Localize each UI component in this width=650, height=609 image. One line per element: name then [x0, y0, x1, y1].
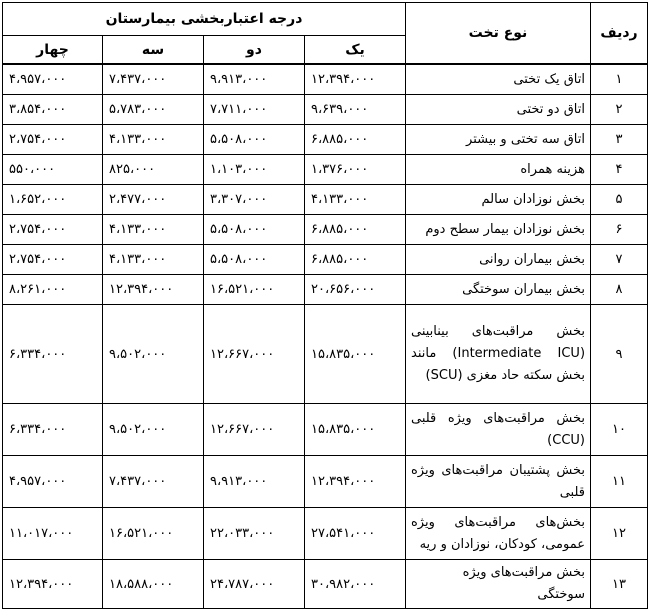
cell-grade-3: ۱۶،۵۲۱،۰۰۰	[103, 508, 204, 560]
cell-grade-1: ۹،۶۳۹،۰۰۰	[305, 95, 406, 125]
cell-grade-2: ۱،۱۰۳،۰۰۰	[204, 155, 305, 185]
cell-grade-4: ۴،۹۵۷،۰۰۰	[3, 456, 103, 508]
cell-grade-3: ۵،۷۸۳،۰۰۰	[103, 95, 204, 125]
table-row	[3, 215, 648, 245]
cell-grade-3: ۹،۵۰۲،۰۰۰	[103, 404, 204, 456]
table-row	[3, 508, 648, 560]
cell-grade-3: ۱۲،۳۹۴،۰۰۰	[103, 275, 204, 305]
table-row	[3, 456, 648, 508]
header-grade-2: دو	[204, 36, 305, 65]
header-index: ردیف	[591, 3, 648, 65]
row-index: ۱۲	[591, 508, 648, 560]
table-row	[3, 560, 648, 609]
table-row	[3, 305, 648, 404]
cell-grade-1: ۲۷،۵۴۱،۰۰۰	[305, 508, 406, 560]
cell-grade-2: ۲۴،۷۸۷،۰۰۰	[204, 560, 305, 609]
row-index: ۶	[591, 215, 648, 245]
cell-grade-3: ۸۲۵،۰۰۰	[103, 155, 204, 185]
header-grade-3: سه	[103, 36, 204, 65]
cell-grade-3: ۱۸،۵۸۸،۰۰۰	[103, 560, 204, 609]
cell-grade-2: ۱۶،۵۲۱،۰۰۰	[204, 275, 305, 305]
cell-grade-2: ۵،۵۰۸،۰۰۰	[204, 125, 305, 155]
cell-grade-2: ۳،۳۰۷،۰۰۰	[204, 185, 305, 215]
table-row	[3, 185, 648, 215]
cell-grade-1: ۶،۸۸۵،۰۰۰	[305, 125, 406, 155]
row-bed-type: هزینه همراه	[406, 155, 591, 185]
cell-grade-4: ۸،۲۶۱،۰۰۰	[3, 275, 103, 305]
cell-grade-4: ۱۲،۳۹۴،۰۰۰	[3, 560, 103, 609]
table-row	[3, 125, 648, 155]
cell-grade-3: ۴،۱۳۳،۰۰۰	[103, 215, 204, 245]
cell-grade-4: ۶،۳۳۴،۰۰۰	[3, 404, 103, 456]
header-grade-4: چهار	[3, 36, 103, 65]
cell-grade-3: ۷،۴۳۷،۰۰۰	[103, 456, 204, 508]
cell-grade-4: ۲،۷۵۴،۰۰۰	[3, 245, 103, 275]
row-bed-type: اتاق دو تختی	[406, 95, 591, 125]
header-grade-1: یک	[305, 36, 406, 65]
cell-grade-2: ۲۲،۰۳۳،۰۰۰	[204, 508, 305, 560]
cell-grade-4: ۴،۹۵۷،۰۰۰	[3, 64, 103, 95]
row-index: ۲	[591, 95, 648, 125]
row-bed-type: بخش‌های مراقبت‌های ویژه عمومی، کودکان، نوزادان و ریه	[406, 508, 591, 560]
table-row	[3, 245, 648, 275]
cell-grade-2: ۹،۹۱۳،۰۰۰	[204, 456, 305, 508]
cell-grade-1: ۱،۳۷۶،۰۰۰	[305, 155, 406, 185]
table-row	[3, 404, 648, 456]
row-index: ۹	[591, 305, 648, 404]
row-bed-type: بخش بیماران روانی	[406, 245, 591, 275]
row-index: ۱۳	[591, 560, 648, 609]
row-bed-type: بخش مراقبت‌های ویژه قلبی (CCU)	[406, 404, 591, 456]
row-index: ۷	[591, 245, 648, 275]
header-accreditation-grade: درجه اعتباربخشی بیمارستان	[3, 3, 406, 36]
row-index: ۴	[591, 155, 648, 185]
cell-grade-2: ۱۲،۶۶۷،۰۰۰	[204, 404, 305, 456]
table-row	[3, 275, 648, 305]
cell-grade-2: ۹،۹۱۳،۰۰۰	[204, 64, 305, 95]
cell-grade-4: ۵۵۰،۰۰۰	[3, 155, 103, 185]
tariff-table-container	[2, 2, 647, 609]
row-index: ۱۱	[591, 456, 648, 508]
cell-grade-2: ۱۲،۶۶۷،۰۰۰	[204, 305, 305, 404]
row-index: ۱۰	[591, 404, 648, 456]
cell-grade-1: ۲۰،۶۵۶،۰۰۰	[305, 275, 406, 305]
cell-grade-4: ۱۱،۰۱۷،۰۰۰	[3, 508, 103, 560]
cell-grade-4: ۲،۷۵۴،۰۰۰	[3, 215, 103, 245]
cell-grade-1: ۴،۱۳۳،۰۰۰	[305, 185, 406, 215]
cell-grade-1: ۱۲،۳۹۴،۰۰۰	[305, 456, 406, 508]
row-bed-type: بخش مراقبت‌های ویژه سوختگی	[406, 560, 591, 609]
row-index: ۸	[591, 275, 648, 305]
row-bed-type: بخش بیماران سوختگی	[406, 275, 591, 305]
header-bed-type: نوع تخت	[406, 3, 591, 65]
cell-grade-1: ۱۵،۸۳۵،۰۰۰	[305, 404, 406, 456]
row-bed-type: اتاق سه تختی و بیشتر	[406, 125, 591, 155]
cell-grade-1: ۶،۸۸۵،۰۰۰	[305, 215, 406, 245]
row-bed-type: اتاق یک تختی	[406, 64, 591, 95]
header-row-group	[3, 3, 648, 36]
cell-grade-3: ۹،۵۰۲،۰۰۰	[103, 305, 204, 404]
cell-grade-4: ۱،۶۵۲،۰۰۰	[3, 185, 103, 215]
cell-grade-2: ۷،۷۱۱،۰۰۰	[204, 95, 305, 125]
cell-grade-4: ۶،۳۳۴،۰۰۰	[3, 305, 103, 404]
cell-grade-4: ۲،۷۵۴،۰۰۰	[3, 125, 103, 155]
cell-grade-1: ۶،۸۸۵،۰۰۰	[305, 245, 406, 275]
cell-grade-3: ۴،۱۳۳،۰۰۰	[103, 125, 204, 155]
table-row	[3, 95, 648, 125]
row-index: ۱	[591, 64, 648, 95]
cell-grade-2: ۵،۵۰۸،۰۰۰	[204, 215, 305, 245]
table-row	[3, 64, 648, 95]
cell-grade-3: ۷،۴۳۷،۰۰۰	[103, 64, 204, 95]
cell-grade-1: ۱۲،۳۹۴،۰۰۰	[305, 64, 406, 95]
row-index: ۵	[591, 185, 648, 215]
table-row	[3, 155, 648, 185]
row-index: ۳	[591, 125, 648, 155]
cell-grade-3: ۴،۱۳۳،۰۰۰	[103, 245, 204, 275]
cell-grade-2: ۵،۵۰۸،۰۰۰	[204, 245, 305, 275]
cell-grade-4: ۳،۸۵۴،۰۰۰	[3, 95, 103, 125]
row-bed-type: بخش مراقبت‌های بینابینی (Intermediate ICU) مانند بخش سکته حاد مغزی (SCU)	[406, 305, 591, 404]
cell-grade-1: ۱۵،۸۳۵،۰۰۰	[305, 305, 406, 404]
cell-grade-3: ۲،۴۷۷،۰۰۰	[103, 185, 204, 215]
row-bed-type: بخش نوزادان بیمار سطح دوم	[406, 215, 591, 245]
bed-tariff-table	[2, 2, 648, 609]
row-bed-type: بخش پشتیبان مراقبت‌های ویژه قلبی	[406, 456, 591, 508]
row-bed-type: بخش نوزادان سالم	[406, 185, 591, 215]
cell-grade-1: ۳۰،۹۸۲،۰۰۰	[305, 560, 406, 609]
